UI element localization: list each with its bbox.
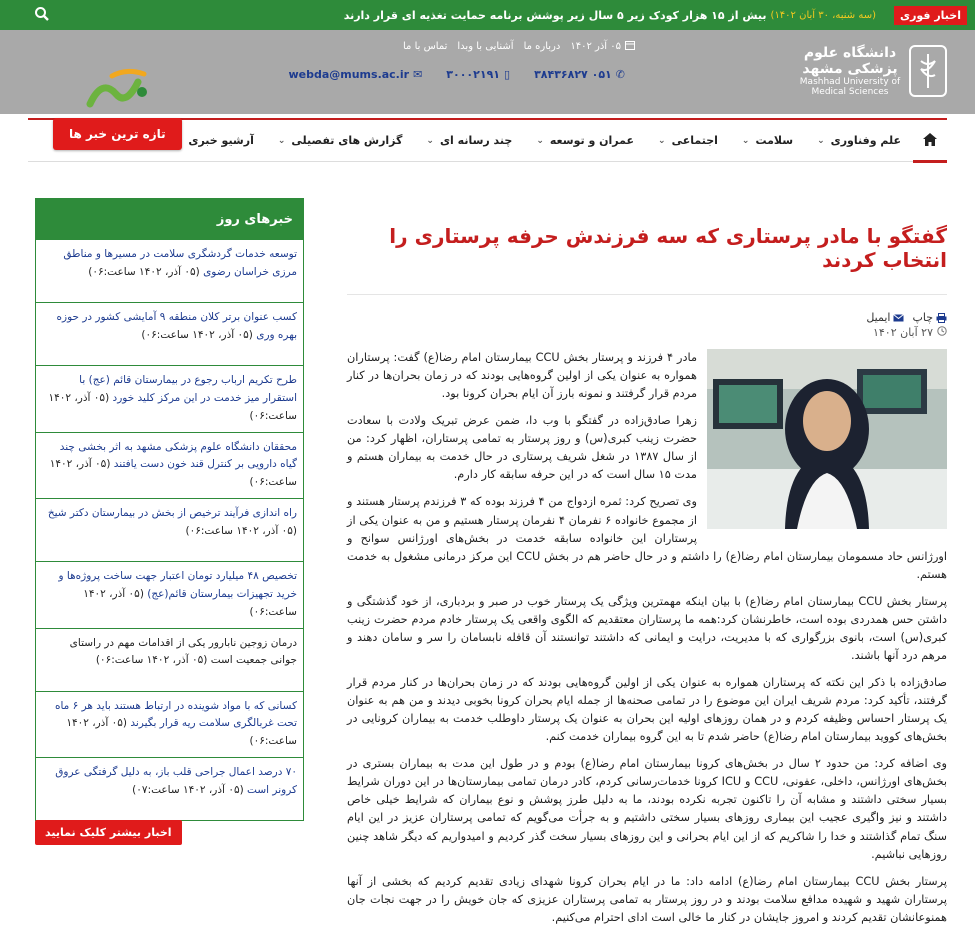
clock-icon — [937, 326, 947, 339]
latest-news-button[interactable]: تازه ترین خبر ها — [53, 118, 182, 150]
nav-item-development[interactable] — [524, 134, 646, 147]
sidebar-news-item[interactable] — [36, 561, 303, 628]
envelope-icon: ✉ — [413, 68, 423, 81]
print-icon — [936, 313, 947, 323]
header-phone2-text: ۳۰۰۰۲۱۹۱ — [446, 68, 500, 81]
breaking-news-date: (سه شنبه، ۳۰ آبان ۱۴۰۲) — [770, 9, 876, 21]
email-label: ایمیل — [866, 311, 891, 324]
article-paragraph: وی اضافه کرد: من حدود ۲ سال در بخش‌های کرونا بیمارستان امام رضا(ع) بودم و در طول این مدت به بیماران بستری در بخش‌های اورژانس، داخلی، عفونی، CCU و ICU کرونا خدمات‌رسانی کردم، کادر درمان تمامی بیمارستان‌ها در این دوران شرایط بسیار سختی داشتند و مشابه آن را تاکنون تجربه نکرده بودند، ما به دلیل طرز پوشش و نوع بیماران که شرایط خیلی خاص داشتند و نیز واگیری عجیب این بیماری روزهای بسیار سختی داشتیم و به جرأت می‌گویم که تمامی پرستاران عزیز در این ایام سنگ تمام گذاشتند و خدا را شاکریم که از این ایام بحرانی و این روزهای بسیار سخت گذر کردیم و امیدواریم که دیگر شاهد چنین روزهایی نباشیم. — [347, 757, 948, 861]
nav-item-archive[interactable] — [176, 134, 265, 147]
header-date — [570, 40, 635, 53]
article-paragraph: زهرا صادق‌زاده در گفتگو با وب دا، ضمن عرض تبریک ولادت با سعادت حضرت زینب کبری(س) و روز پرستار به تمامی پرستاران، اظهار کرد: من از سال ۱۳۸۷ در شغل شریف پرستاری در حال خدمت به بیماران هستم و مدت ۱۵ سال است که در این حرفه سابقه کار دارم. — [347, 414, 697, 482]
sidebar-news-date: (۰۵ آذر، ۱۴۰۲ ساعت:۰۶) — [49, 458, 297, 489]
nav-item-social[interactable] — [646, 134, 730, 147]
article-paragraph: مادر ۴ فرزند و پرستار بخش CCU بیمارستان امام رضا(ع) گفت: پرستاران همواره به عنوان یکی از اولین گروه‌هایی بودند که در زمان بحران‌ها در کنار مردم قرار گرفتند و نمونه بارز آن ایام بحران کرونا بود. — [347, 351, 698, 401]
sidebar-news-title[interactable]: درمان زوجین نابارور یکی از اقدامات مهم در راستای جوانی جمعیت است — [69, 636, 297, 667]
sidebar-news-date: (۰۵ آذر، ۱۴۰۲ ساعت:۰۶) — [66, 717, 297, 748]
sidebar-news-title[interactable]: کسب عنوان برتر کلان منطقه ۹ آمایشی کشور در حوزه بهره وری — [56, 311, 297, 341]
sidebar-news-date: (۰۵ آذر، ۱۴۰۲ ساعت:۰۶) — [83, 587, 297, 618]
article-date — [347, 326, 947, 339]
print-label: چاپ — [912, 311, 933, 324]
breaking-news-headline[interactable]: بیش از ۱۵ هزار کودک زیر ۵ سال زیر پوشش برنامه حمایت تغذیه ای قرار دارند — [343, 8, 767, 22]
nav-item-health[interactable] — [730, 134, 805, 147]
sidebar-news-item[interactable] — [36, 432, 303, 499]
header-top-row — [403, 40, 635, 53]
article-date-text: ۲۷ آبان ۱۴۰۲ — [872, 326, 933, 339]
header-phone1-text: ۰۵۱ ۳۸۴۳۶۸۲۷ — [534, 68, 612, 81]
header-phone2 — [446, 68, 510, 81]
sidebar-news-item[interactable] — [36, 757, 303, 820]
nav-item-science[interactable] — [805, 134, 913, 147]
sidebar-news-item[interactable] — [36, 365, 303, 432]
sidebar-title: خبرهای روز — [36, 199, 303, 239]
header-phone1 — [534, 68, 625, 81]
university-name-en-line1: Mashhad University of — [799, 76, 901, 87]
email-icon — [893, 314, 904, 322]
nav-item-reports[interactable] — [266, 134, 415, 147]
sidebar-news-date: (۰۵ آذر، ۱۴۰۲ ساعت:۰۶) — [95, 654, 208, 667]
university-emblem-icon — [909, 45, 947, 97]
article-paragraph: پرستار بخش CCU بیمارستان امام رضا(ع) ادامه داد: ما در ایام بحران کرونا شهدای زیادی تقدیم کردیم که بخشی از آنها پرستاران شهید و شهیده مدافع سلامت بودند و در روز پرستار به تمامی پرستاران عزیزی که جان خویش را در جهت نجات جان همنوعانشان تقدیم کردند و امروز جایشان در کنار ما خالی است ادای احترام می‌کنیم. — [347, 874, 947, 924]
nav-item-label: عمران و توسعه — [549, 134, 635, 147]
chevron-down-icon: ⌄ — [426, 135, 434, 146]
nav-item-label: سلامت — [755, 134, 794, 147]
article-tools — [347, 311, 947, 324]
sidebar-news-title[interactable]: طرح تکریم ارباب رجوع در بیمارستان قائم (عج) با استقرار میز خدمت در این مرکز کلید خورد — [79, 374, 297, 404]
header-link-about[interactable]: درباره ما — [523, 41, 561, 52]
article-body — [347, 349, 947, 927]
nav-item-label: چند رسانه ای — [439, 134, 513, 147]
sidebar-news-date: (۰۵ آذر، ۱۴۰۲ ساعت:۰۷) — [132, 783, 244, 796]
chevron-down-icon: ⌄ — [741, 135, 750, 146]
sidebar-news-item[interactable] — [36, 498, 303, 561]
article-paragraph: وی تصریح کرد: ثمره ازدواج من ۴ فرزند بوده که ۳ فرزندم پرستار هستند و از مجموع خانواده ۶ نفرمان ۴ نفرمان پرستار هستیم و من به عنوان یکی از پرستاران این خانواده سابقه خدمت در بخش‌های اورژانس سوانح و اورژانس حاد مسمومان بیمارستان امام رضا(ع) را داشتم و در حال حاضر هم در بخش CCU این مرکز درمانی مشغول به خدمت هستم. — [347, 495, 947, 581]
article-paragraph: صادق‌زاده با ذکر این نکته که پرستاران همواره به عنوان یکی از اولین گروه‌هایی بودند که در زمان بحران‌ها در کنار مردم قرار گرفتند، تأکید کرد: مردم شریف ایران این موضوع را در تمامی صحنه‌ها از جمله ایام بحران کرونا بخوبی دیدند و من هم به عنوان یک پرستار احساس وظیفه کردم و در همان روزهای اولیه این بحران به عنوان یک پرستار داوطلب خدمت به بیماران کرونایی در بخش‌های کووید بیمارستان امام رضا(ع) حاضر شدم تا به این گروه بیماران خدمت کنم. — [347, 676, 947, 744]
breaking-news-bar — [0, 0, 975, 30]
sidebar-news-date: (۰۵ آذر، ۱۴۰۲ ساعت:۰۶) — [185, 524, 297, 537]
webda-logo[interactable] — [82, 64, 154, 118]
calendar-icon — [625, 40, 635, 53]
sidebar-news-title[interactable]: ۷۰ درصد اعمال جراحی قلب باز، به دلیل گرفتگی عروق کرونر است — [55, 766, 297, 796]
chevron-down-icon: ⌄ — [658, 135, 666, 146]
mobile-icon: ▯ — [504, 68, 511, 81]
article-photo — [707, 349, 947, 529]
sidebar-news-date: (۰۵ آذر، ۱۴۰۲ ساعت:۰۶) — [141, 328, 253, 341]
nav-item-label: آرشیو خبری — [188, 134, 254, 147]
phone-icon: ✆ — [615, 68, 625, 81]
header-email-text[interactable]: webda@mums.ac.ir — [288, 68, 410, 81]
chevron-down-icon: ⌄ — [536, 135, 544, 146]
breaking-news-tag: اخبار فوری — [894, 6, 967, 25]
sidebar-news-title[interactable]: محققان دانشگاه علوم پزشکی مشهد به اثر بخشی چند گیاه دارویی بر کنترل قند خون دست یافتند — [59, 440, 297, 471]
more-news-button[interactable]: اخبار بیشتر کلیک نمایید — [35, 820, 182, 845]
nav-item-label: اجتماعی — [671, 134, 718, 147]
site-header — [0, 30, 975, 114]
sidebar-news-item[interactable] — [36, 239, 303, 302]
university-logo[interactable] — [797, 38, 947, 104]
article-paragraph: پرستار بخش CCU بیمارستان امام رضا(ع) با بیان اینکه مهمترین ویژگی یک پرستار خوب در صبر و بردباری، از خود گذشتگی و داشتن حس همدردی بوده است، خاطرنشان کرد:همه ما پرستاران معتقدیم که الگوی واقعی یک پرستار خادم مردم حضرت زینب کبری(س) است، بانوی بزرگواری که با مدیریت، درایت و ایمانی که داشتند توانستند آن قافله نابسامان را سر و سامان دهند و مرهم درد آنها باشند. — [347, 594, 947, 662]
university-name-fa: دانشگاه علوم پزشکی مشهد — [802, 44, 898, 77]
sidebar-news-item[interactable] — [36, 628, 303, 691]
header-link-contact[interactable]: تماس با ما — [402, 41, 448, 52]
chevron-down-icon: ⌄ — [277, 135, 286, 146]
sidebar-news-date: (۰۵ آذر، ۱۴۰۲ ساعت:۰۶) — [48, 391, 297, 422]
sidebar-news-date: (۰۵ آذر، ۱۴۰۲ ساعت:۰۶) — [88, 265, 200, 278]
daily-news-sidebar — [35, 198, 304, 821]
sidebar-news-title[interactable]: تخصیص ۴۸ میلیارد تومان اعتبار جهت ساخت پروژه‌ها و خرید تجهیزات بیمارستان قائم(عج) — [58, 570, 297, 600]
navigation-area — [0, 114, 975, 184]
chevron-down-icon: ⌄ — [817, 135, 825, 146]
sidebar-news-item[interactable] — [36, 691, 303, 758]
article-title: گفتگو با مادر پرستاری که سه فرزندش حرفه پرستاری را انتخاب کردند — [347, 198, 947, 295]
header-contact-row — [288, 68, 625, 81]
university-name-en-line2: Medical Sciences — [811, 87, 889, 98]
header-date-text: ۰۵ آذر ۱۴۰۲ — [570, 41, 621, 52]
home-icon[interactable] — [913, 119, 947, 163]
sidebar-news-item[interactable] — [36, 302, 303, 365]
article-column — [347, 198, 947, 936]
email-button[interactable] — [866, 311, 904, 324]
print-button[interactable] — [912, 311, 947, 324]
nav-item-label: گزارش های تفصیلی — [291, 134, 403, 147]
header-email[interactable] — [288, 68, 422, 81]
sidebar-news-title[interactable]: راه اندازی فرآیند ترخیص از بخش در بیمارستان دکتر شیخ — [47, 507, 297, 520]
header-link-webda[interactable]: آشنایی با وبدا — [457, 41, 514, 52]
sidebar-news-title[interactable]: کسانی که با مواد شوینده در ارتباط هستند باید هر ۶ ماه تحت غربالگری سلامت ریه قرار بگیرند — [54, 699, 297, 730]
search-icon[interactable] — [34, 6, 50, 22]
nav-item-multimedia[interactable] — [414, 134, 524, 147]
sidebar-news-title[interactable]: توسعه خدمات گردشگری سلامت در مسیرها و مناطق مرزی خراسان رضوی — [63, 248, 297, 278]
nav-item-label: علم وفناوری — [830, 134, 901, 147]
